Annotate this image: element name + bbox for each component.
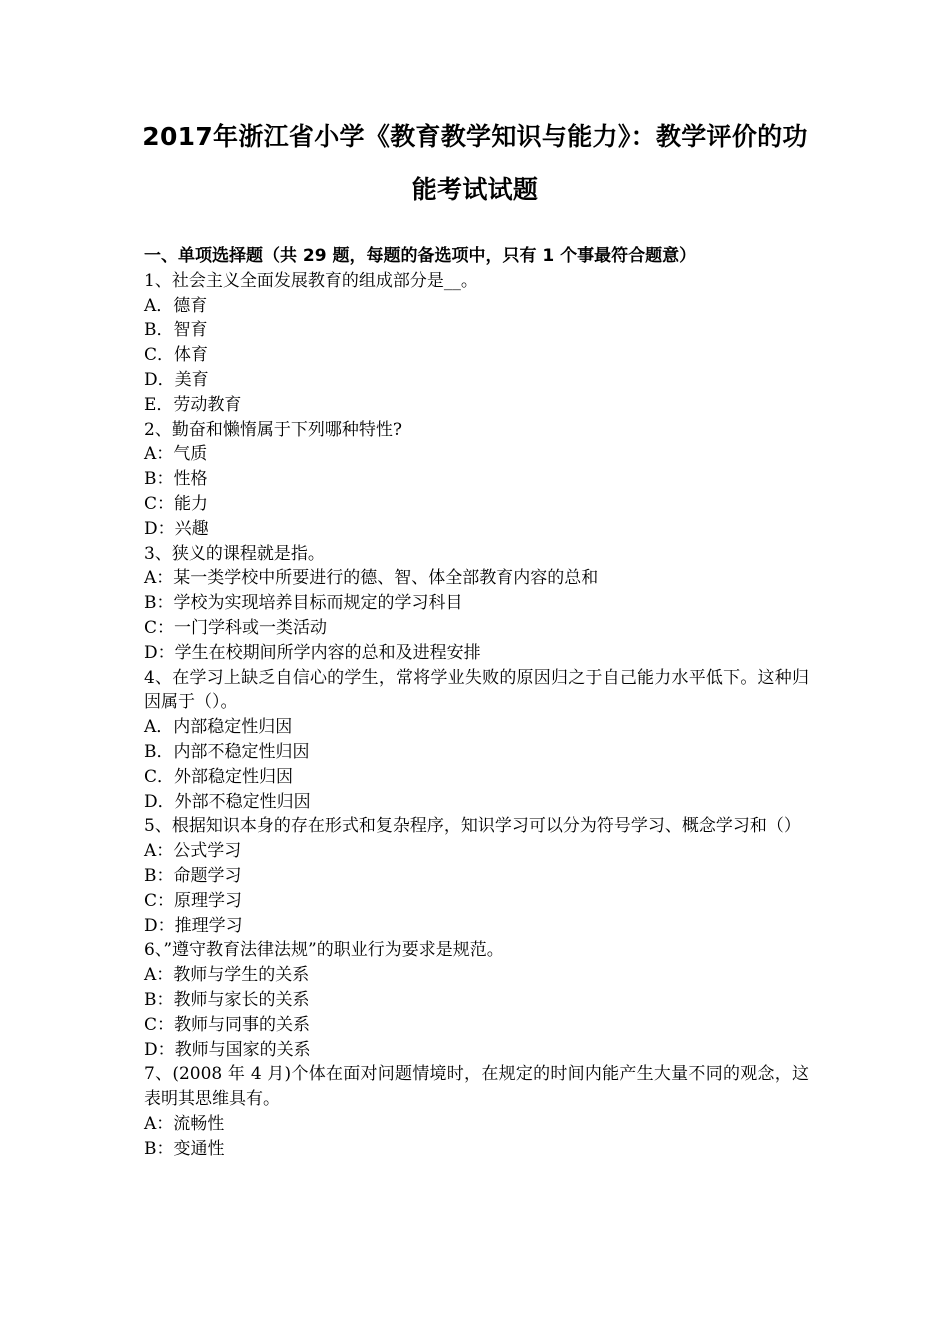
answer-option: A：某一类学校中所要进行的德、智、体全部教育内容的总和 <box>144 568 599 589</box>
answer-option: E．劳动教育 <box>144 394 242 415</box>
question-stem: 1、社会主义全面发展教育的组成部分是__。 <box>144 270 478 291</box>
answer-option: A：公式学习 <box>144 841 242 862</box>
answer-option: B：性格 <box>144 469 208 490</box>
question-stem: 2、勤奋和懒惰属于下列哪种特性? <box>144 419 402 440</box>
question-stem: 3、狭义的课程就是指。 <box>144 543 325 564</box>
answer-option: C：教师与同事的关系 <box>144 1014 311 1035</box>
question-7 <box>144 1062 809 1161</box>
question-1 <box>144 269 809 418</box>
section-heading: 一、单项选择题（共 29 题，每题的备选项中，只有 1 个事最符合题意） <box>144 246 697 266</box>
title-line-1: 2017年浙江省小学《教育教学知识与能力》：教学评价的功 <box>142 122 808 151</box>
answer-option: C：原理学习 <box>144 890 243 911</box>
question-stem: 6、”遵守教育法律法规”的职业行为要求是规范。 <box>144 940 504 961</box>
answer-option: A：气质 <box>144 444 208 465</box>
answer-option: C：一门学科或一类活动 <box>144 617 328 638</box>
answer-option: D：推理学习 <box>144 915 243 936</box>
answer-option: D：兴趣 <box>144 518 209 539</box>
answer-option: B：学校为实现培养目标而规定的学习科目 <box>144 593 463 614</box>
question-2 <box>144 418 809 542</box>
question-4 <box>144 666 809 815</box>
question-stem: 4、在学习上缺乏自信心的学生，常将学业失败的原因归之于自己能力水平低下。这种归因属于（）。 <box>144 667 809 713</box>
answer-option: A：教师与学生的关系 <box>144 965 310 986</box>
answer-option: D：学生在校期间所学内容的总和及进程安排 <box>144 642 481 663</box>
answer-option: A．德育 <box>144 295 208 316</box>
answer-option: B：命题学习 <box>144 865 242 886</box>
question-5 <box>144 814 809 938</box>
document-body <box>144 244 809 1161</box>
answer-option: A．内部稳定性归因 <box>144 717 293 738</box>
answer-option: B．智育 <box>144 320 208 341</box>
question-stem: 7、(2008 年 4 月)个体在面对问题情境时，在规定的时间内能产生大量不同的观念，这表明其思维具有。 <box>144 1064 809 1110</box>
answer-option: C：能力 <box>144 493 209 514</box>
answer-option: B．内部不稳定性归因 <box>144 741 310 762</box>
answer-option: B：变通性 <box>144 1138 225 1159</box>
answer-option: D．外部不稳定性归因 <box>144 791 311 812</box>
answer-option: C．外部稳定性归因 <box>144 766 294 787</box>
answer-option: D．美育 <box>144 369 209 390</box>
title-line-2: 能考试试题 <box>411 175 539 204</box>
answer-option: A：流畅性 <box>144 1113 225 1134</box>
question-6 <box>144 938 809 1062</box>
question-3 <box>144 542 809 666</box>
question-stem: 5、根据知识本身的存在形式和复杂程序，知识学习可以分为符号学习、概念学习和（） <box>144 816 801 837</box>
document-title <box>110 110 840 216</box>
answer-option: D：教师与国家的关系 <box>144 1039 311 1060</box>
answer-option: B：教师与家长的关系 <box>144 989 310 1010</box>
answer-option: C．体育 <box>144 345 209 366</box>
